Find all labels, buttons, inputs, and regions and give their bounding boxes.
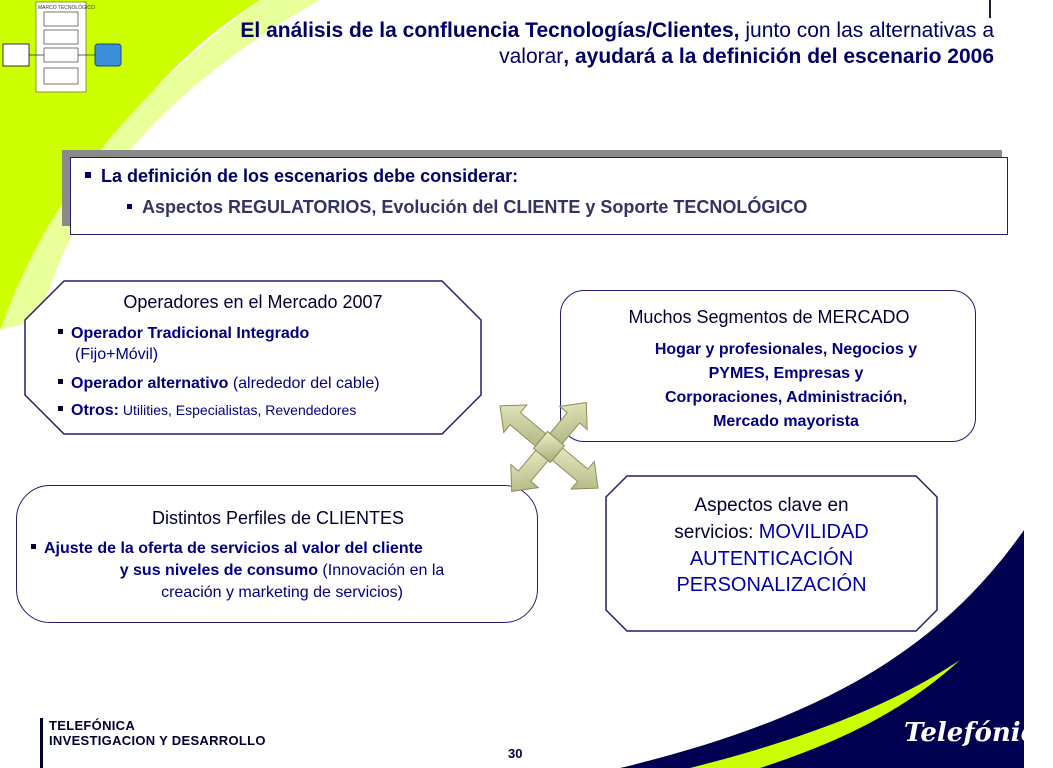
operators-item1: Operador Tradicional Integrado [58,323,380,344]
bullet-icon [58,406,63,411]
page-number: 30 [508,746,523,761]
title-part2: junto con las alternativas a valorar [499,19,994,68]
four-way-arrow-icon [488,393,610,501]
bullet-icon [127,204,132,209]
bullet-icon [58,379,63,384]
summary-line2: Aspectos REGULATORIOS, Evolución del CLIENTE y Soporte TECNOLÓGICO [142,197,808,217]
slide-title [234,18,994,70]
summary-box [70,157,1008,235]
summary-line1: La definición de los escenarios debe considerar: [101,166,519,186]
operators-title: Operadores en el Mercado 2007 [123,292,383,312]
key-aspects-line3: AUTENTICACIÓN [689,548,854,570]
segments-line3: Corporaciones, Administración, [664,389,908,406]
telefonica-logo: Telefónica [904,718,1053,748]
key-aspects-line4: PERSONALIZACIÓN [676,574,867,596]
operators-item3: Otros: Utilities, Especialistas, Revendedores [58,400,380,421]
segments-title: Muchos Segmentos de MERCADO [628,307,910,327]
profiles-line1: Ajuste de la oferta de servicios al valor del cliente [31,538,533,560]
top-divider-line [989,0,991,18]
mini-diagram-label: MARCO TECNOLÓGICO [38,5,95,11]
footer-org-line1: TELEFÓNICA [49,718,136,733]
key-aspects-panel [605,475,938,632]
segments-line1: Hogar y profesionales, Negocios y [654,341,918,358]
profiles-line2: y sus niveles de consumo (Innovación en la [119,562,445,579]
segments-panel [560,290,976,442]
segments-line2: PYMES, Empresas y [708,365,864,382]
key-aspects-line1: Aspectos clave en [694,495,849,516]
operators-item1-detail: (Fijo+Móvil) [75,346,159,363]
operators-panel [24,280,482,435]
bullet-icon [31,544,36,549]
title-part3: , ayudará a la definición del escenario 2006 [563,45,994,68]
mini-framework-diagram [0,0,125,95]
footer-org-line2: INVESTIGACION Y DESARROLLO [49,733,266,748]
bullet-icon [85,172,91,178]
profiles-line3: creación y marketing de servicios) [161,584,403,601]
title-part1: El análisis de la confluencia Tecnologías/Clientes, [240,19,740,42]
operators-item2: Operador alternativo (alrededor del cable) [58,373,380,394]
profiles-panel [16,485,538,623]
profiles-title: Distintos Perfiles de CLIENTES [151,508,405,528]
key-aspects-line2: servicios: MOVILIDAD [674,521,869,543]
segments-line4: Mercado mayorista [713,413,859,430]
bullet-icon [58,329,63,334]
footer-organization [40,718,266,768]
